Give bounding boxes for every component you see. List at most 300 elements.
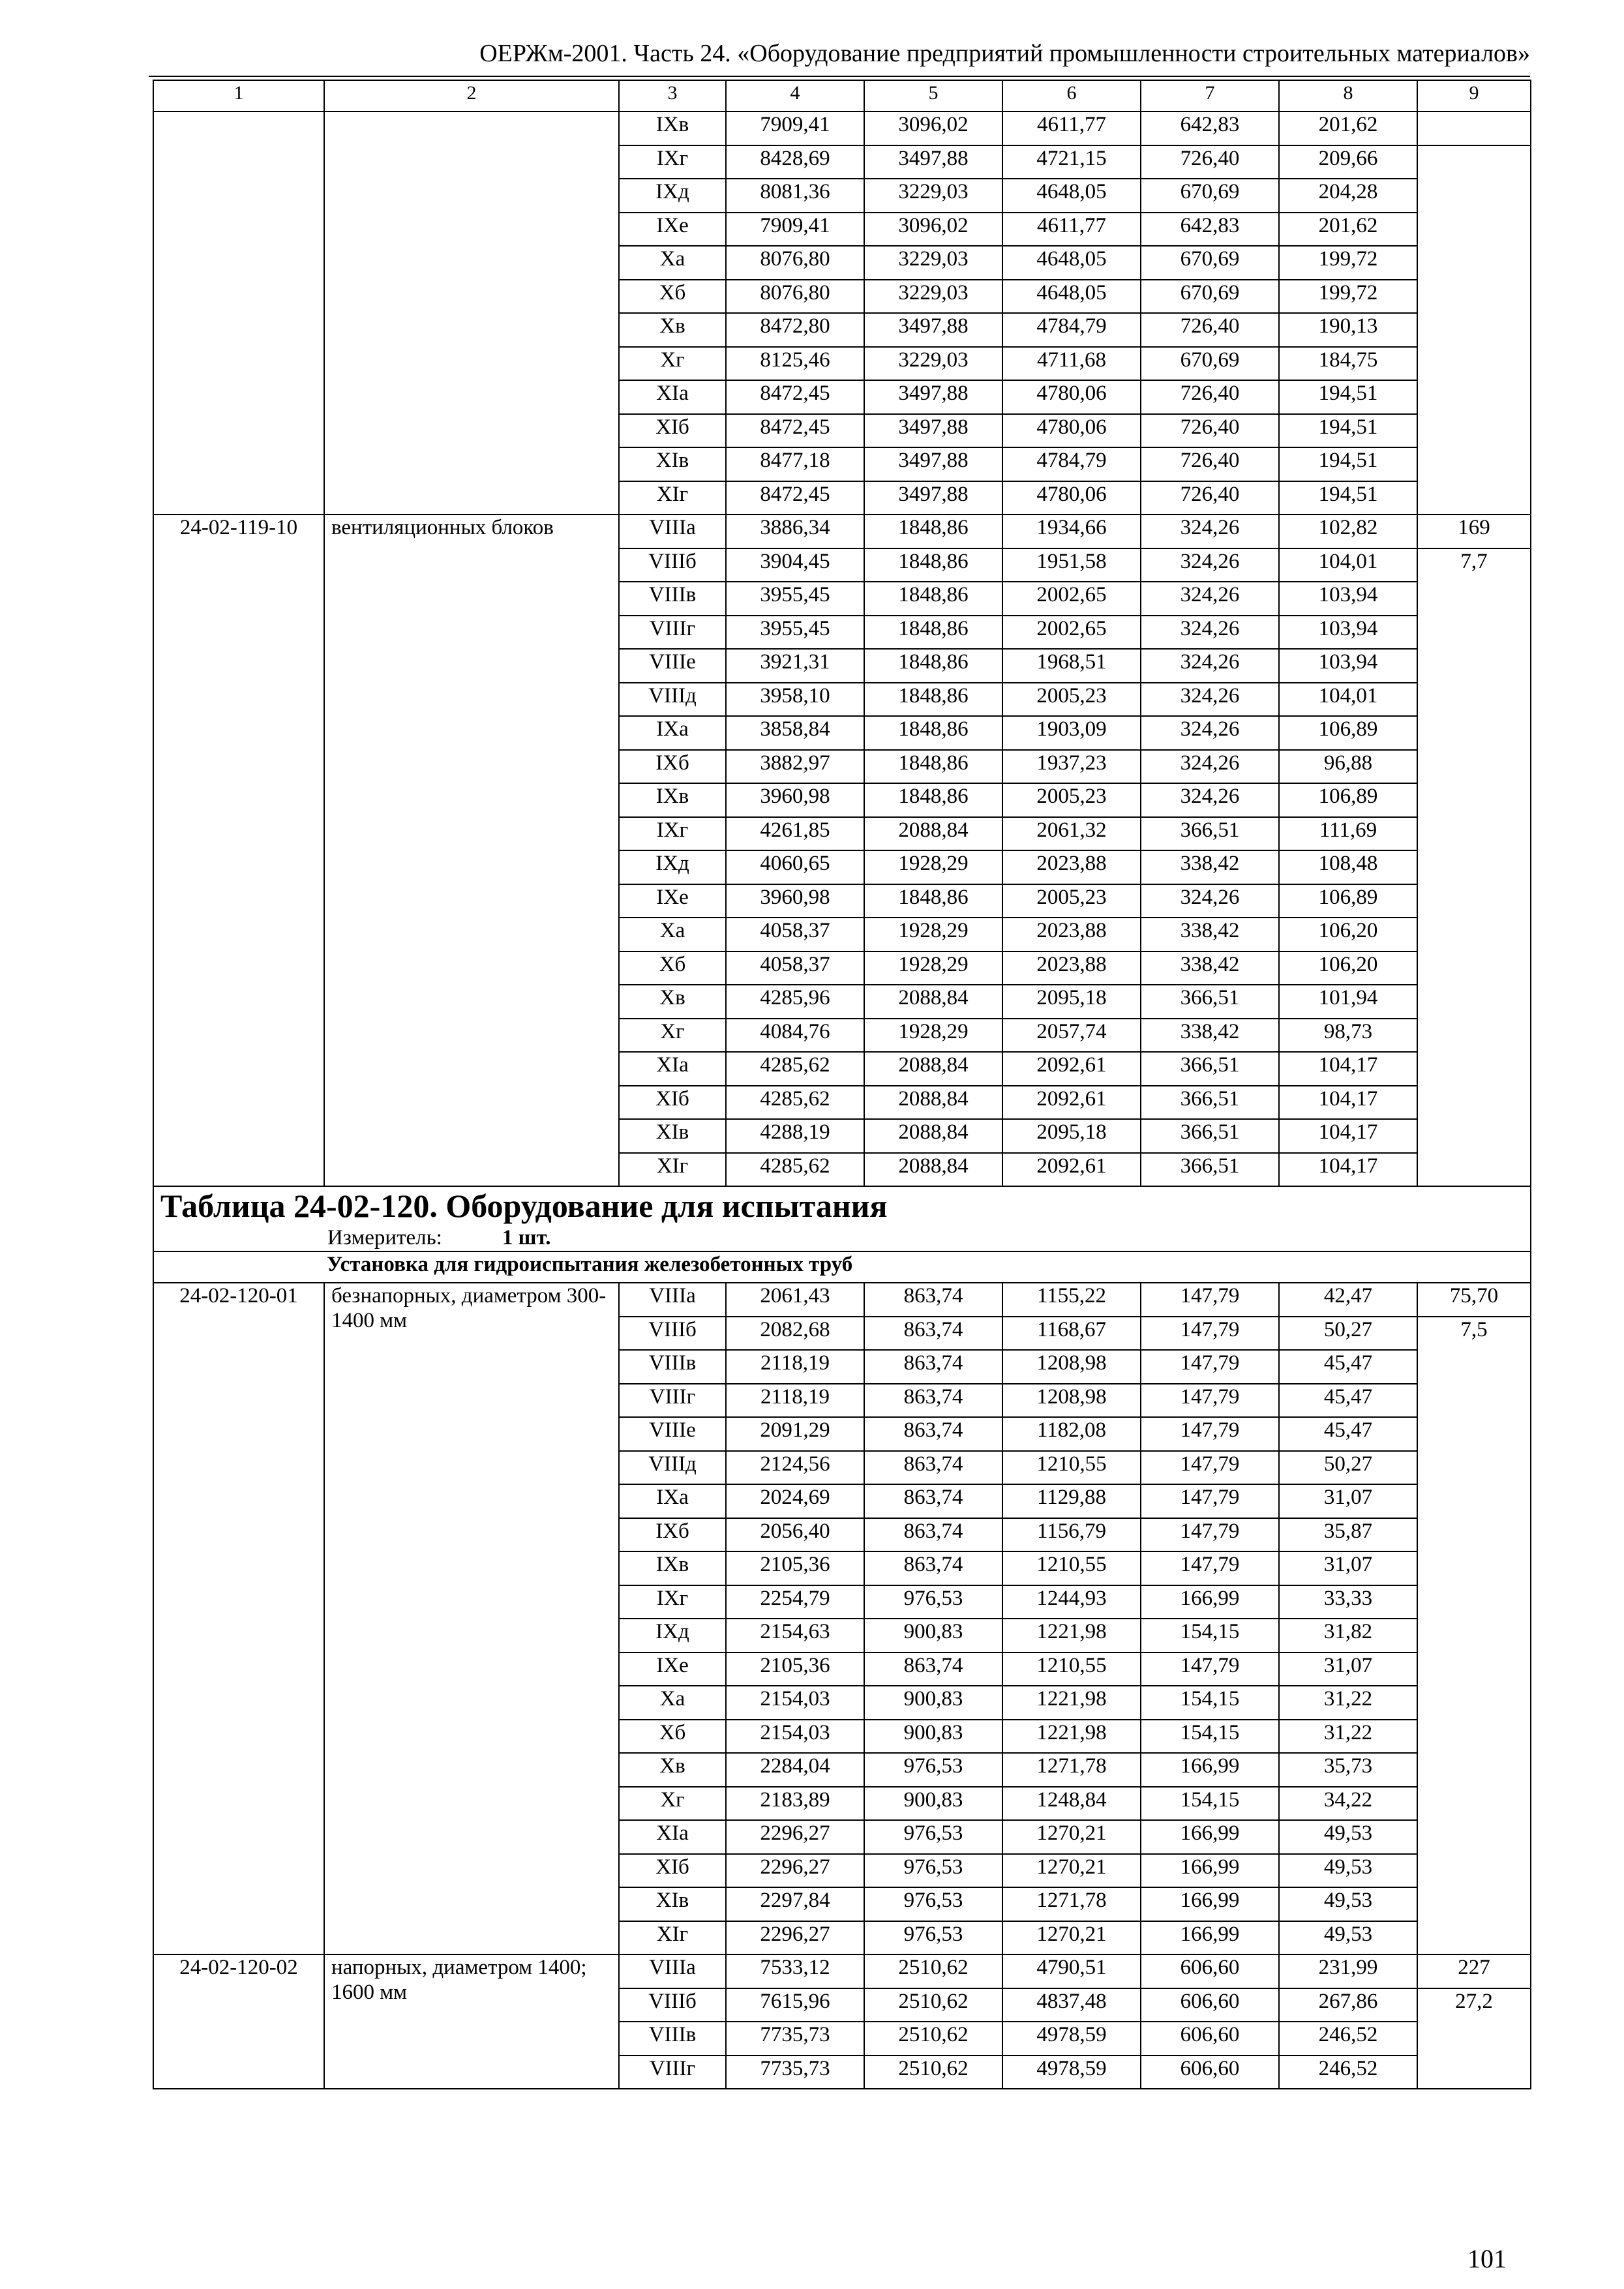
column-number-row	[153, 80, 1531, 112]
price-value: 45,47	[1279, 1384, 1417, 1418]
price-value: 98,73	[1279, 1019, 1417, 1053]
zone-code: IXв	[619, 112, 726, 145]
price-value: 863,74	[864, 1417, 1002, 1451]
zone-code: IXе	[619, 884, 726, 918]
price-value: 4288,19	[726, 1119, 864, 1153]
zone-code: XIа	[619, 1820, 726, 1854]
price-value: 670,69	[1141, 280, 1279, 314]
price-value: 209,66	[1279, 145, 1417, 179]
price-value: 2061,43	[726, 1283, 864, 1317]
price-value: 147,79	[1141, 1484, 1279, 1518]
price-value: 246,52	[1279, 2022, 1417, 2056]
price-value: 863,74	[864, 1451, 1002, 1485]
price-value: 3955,45	[726, 616, 864, 650]
price-value: 4784,79	[1002, 447, 1141, 481]
price-value: 338,42	[1141, 918, 1279, 951]
price-value: 4978,59	[1002, 2056, 1141, 2089]
price-value: 104,01	[1279, 683, 1417, 717]
price-value: 1270,21	[1002, 1820, 1141, 1854]
price-value: 2095,18	[1002, 985, 1141, 1019]
price-value: 147,79	[1141, 1451, 1279, 1485]
page-number: 101	[1467, 2244, 1507, 2273]
price-value: 231,99	[1279, 1954, 1417, 1988]
price-value: 104,17	[1279, 1052, 1417, 1086]
price-value: 34,22	[1279, 1787, 1417, 1821]
price-value: 3921,31	[726, 649, 864, 683]
rate-name: вентиляционных блоков	[324, 515, 619, 1186]
rate-code: 24-02-119-10	[153, 515, 324, 1186]
price-value: 1271,78	[1002, 1753, 1141, 1787]
price-value: 7909,41	[726, 112, 864, 145]
price-value: 3497,88	[864, 447, 1002, 481]
price-value: 1848,86	[864, 616, 1002, 650]
zone-code: XIв	[619, 1887, 726, 1921]
price-value: 2296,27	[726, 1820, 864, 1854]
zone-code: XIг	[619, 1921, 726, 1955]
price-value: 106,89	[1279, 716, 1417, 750]
zone-code: IXа	[619, 1484, 726, 1518]
column-9-value	[1417, 112, 1531, 145]
price-value: 2154,03	[726, 1720, 864, 1754]
price-value: 147,79	[1141, 1653, 1279, 1686]
column-9-value: 7,7	[1417, 548, 1531, 1187]
price-value: 31,07	[1279, 1653, 1417, 1686]
price-value: 2092,61	[1002, 1086, 1141, 1120]
price-value: 31,82	[1279, 1619, 1417, 1653]
price-value: 2510,62	[864, 2022, 1002, 2056]
price-value: 1848,86	[864, 716, 1002, 750]
price-value: 7735,73	[726, 2022, 864, 2056]
column-number: 3	[619, 80, 726, 112]
zone-code: IXе	[619, 1653, 726, 1686]
price-value: 900,83	[864, 1787, 1002, 1821]
price-value: 1968,51	[1002, 649, 1141, 683]
price-value: 1848,86	[864, 783, 1002, 817]
price-value: 2254,79	[726, 1585, 864, 1619]
price-value: 976,53	[864, 1753, 1002, 1787]
price-value: 31,22	[1279, 1720, 1417, 1754]
price-value: 863,74	[864, 1551, 1002, 1585]
price-value: 1928,29	[864, 918, 1002, 951]
price-value: 8477,18	[726, 447, 864, 481]
price-value: 366,51	[1141, 1052, 1279, 1086]
price-value: 147,79	[1141, 1417, 1279, 1451]
price-value: 2183,89	[726, 1787, 864, 1821]
price-value: 2105,36	[726, 1653, 864, 1686]
price-value: 2154,03	[726, 1686, 864, 1720]
price-value: 3497,88	[864, 313, 1002, 347]
zone-code: IXе	[619, 213, 726, 247]
zone-code: VIIIг	[619, 1384, 726, 1418]
price-value: 1848,86	[864, 884, 1002, 918]
price-value: 2296,27	[726, 1854, 864, 1888]
table-title: Таблица 24-02-120. Оборудование для испытания	[153, 1186, 1531, 1225]
price-value: 8076,80	[726, 246, 864, 280]
price-value: 106,89	[1279, 783, 1417, 817]
price-value: 3096,02	[864, 213, 1002, 247]
price-value: 8472,45	[726, 414, 864, 448]
table-body	[153, 80, 1531, 2089]
price-value: 2005,23	[1002, 683, 1141, 717]
price-value: 863,74	[864, 1484, 1002, 1518]
price-value: 154,15	[1141, 1787, 1279, 1821]
price-value: 606,60	[1141, 2022, 1279, 2056]
price-value: 324,26	[1141, 582, 1279, 616]
price-value: 1221,98	[1002, 1686, 1141, 1720]
price-value: 45,47	[1279, 1350, 1417, 1384]
price-value: 670,69	[1141, 347, 1279, 381]
price-value: 2088,84	[864, 817, 1002, 851]
zone-code: IXг	[619, 1585, 726, 1619]
price-value: 4780,06	[1002, 414, 1141, 448]
zone-code: Xг	[619, 1787, 726, 1821]
zone-code: IXа	[619, 716, 726, 750]
zone-code: Xб	[619, 280, 726, 314]
price-value: 111,69	[1279, 817, 1417, 851]
price-value: 4261,85	[726, 817, 864, 851]
rate-name: безнапорных, диаметром 300-1400 мм	[324, 1283, 619, 1954]
price-value: 4648,05	[1002, 280, 1141, 314]
price-value: 31,07	[1279, 1484, 1417, 1518]
price-value: 642,83	[1141, 213, 1279, 247]
price-value: 50,27	[1279, 1451, 1417, 1485]
zone-code: VIIIе	[619, 649, 726, 683]
price-value: 147,79	[1141, 1551, 1279, 1585]
price-value: 3229,03	[864, 280, 1002, 314]
zone-code: IXб	[619, 1518, 726, 1552]
price-value: 194,51	[1279, 481, 1417, 515]
price-value: 147,79	[1141, 1384, 1279, 1418]
zone-code: VIIIг	[619, 2056, 726, 2089]
zone-code: VIIIа	[619, 1283, 726, 1317]
price-value: 3886,34	[726, 515, 864, 548]
zone-code: Xа	[619, 246, 726, 280]
rate-code: 24-02-120-02	[153, 1954, 324, 2089]
price-value: 4790,51	[1002, 1954, 1141, 1988]
price-value: 49,53	[1279, 1921, 1417, 1955]
zone-code: VIIIа	[619, 515, 726, 548]
price-value: 194,51	[1279, 414, 1417, 448]
price-value: 2092,61	[1002, 1153, 1141, 1187]
price-table	[153, 80, 1531, 2089]
price-value: 4285,62	[726, 1153, 864, 1187]
price-value: 166,99	[1141, 1887, 1279, 1921]
price-value: 201,62	[1279, 213, 1417, 247]
price-value: 4780,06	[1002, 481, 1141, 515]
price-value: 4711,68	[1002, 347, 1141, 381]
price-value: 2023,88	[1002, 951, 1141, 985]
price-value: 103,94	[1279, 616, 1417, 650]
price-value: 366,51	[1141, 817, 1279, 851]
zone-code: IXв	[619, 783, 726, 817]
price-value: 2082,68	[726, 1317, 864, 1351]
price-value: 8125,46	[726, 347, 864, 381]
price-value: 104,17	[1279, 1153, 1417, 1187]
price-value: 2002,65	[1002, 616, 1141, 650]
price-value: 194,51	[1279, 380, 1417, 414]
price-value: 2296,27	[726, 1921, 864, 1955]
price-value: 338,42	[1141, 951, 1279, 985]
price-value: 338,42	[1141, 850, 1279, 884]
price-value: 1848,86	[864, 683, 1002, 717]
price-value: 50,27	[1279, 1317, 1417, 1351]
price-value: 33,33	[1279, 1585, 1417, 1619]
price-value: 7615,96	[726, 1988, 864, 2022]
zone-code: IXг	[619, 145, 726, 179]
measure-label: Измеритель:	[327, 1226, 442, 1249]
price-value: 2154,63	[726, 1619, 864, 1653]
price-value: 2510,62	[864, 1954, 1002, 1988]
column-9-value	[1417, 145, 1531, 515]
zone-code: XIв	[619, 1119, 726, 1153]
zone-code: Xг	[619, 1019, 726, 1053]
zone-code: XIв	[619, 447, 726, 481]
price-value: 1208,98	[1002, 1350, 1141, 1384]
price-value: 8076,80	[726, 280, 864, 314]
zone-code: VIIIв	[619, 2022, 726, 2056]
price-value: 976,53	[864, 1921, 1002, 1955]
zone-code: XIб	[619, 1854, 726, 1888]
zone-code: IXд	[619, 1619, 726, 1653]
price-value: 4285,96	[726, 985, 864, 1019]
zone-code: Xа	[619, 1686, 726, 1720]
price-value: 3497,88	[864, 481, 1002, 515]
price-value: 2095,18	[1002, 1119, 1141, 1153]
zone-code: VIIIа	[619, 1954, 726, 1988]
price-value: 8428,69	[726, 145, 864, 179]
column-number: 1	[153, 80, 324, 112]
price-value: 166,99	[1141, 1820, 1279, 1854]
price-value: 104,01	[1279, 548, 1417, 582]
price-value: 154,15	[1141, 1686, 1279, 1720]
price-value: 726,40	[1141, 313, 1279, 347]
zone-code: VIIIб	[619, 1988, 726, 2022]
zone-code: VIIIг	[619, 616, 726, 650]
price-value: 49,53	[1279, 1820, 1417, 1854]
price-value: 2091,29	[726, 1417, 864, 1451]
price-value: 4721,15	[1002, 145, 1141, 179]
zone-code: IXб	[619, 750, 726, 784]
price-value: 4611,77	[1002, 213, 1141, 247]
price-value: 366,51	[1141, 1119, 1279, 1153]
zone-code: IXд	[619, 850, 726, 884]
price-value: 863,74	[864, 1317, 1002, 1351]
price-value: 199,72	[1279, 280, 1417, 314]
price-value: 1928,29	[864, 951, 1002, 985]
price-value: 3229,03	[864, 347, 1002, 381]
price-value: 1928,29	[864, 1019, 1002, 1053]
zone-code: Xв	[619, 313, 726, 347]
price-value: 246,52	[1279, 2056, 1417, 2089]
table-title-row	[153, 1186, 1531, 1225]
price-value: 2297,84	[726, 1887, 864, 1921]
price-value: 324,26	[1141, 515, 1279, 548]
price-value: 204,28	[1279, 179, 1417, 213]
price-value: 3229,03	[864, 179, 1002, 213]
column-number: 2	[324, 80, 619, 112]
price-value: 106,20	[1279, 918, 1417, 951]
zone-code: VIIIд	[619, 1451, 726, 1485]
price-value: 2056,40	[726, 1518, 864, 1552]
zone-code: Xв	[619, 1753, 726, 1787]
price-value: 147,79	[1141, 1317, 1279, 1351]
subsection-title: Установка для гидроиспытания железобетонных труб	[153, 1251, 1531, 1283]
price-value: 35,87	[1279, 1518, 1417, 1552]
price-value: 147,79	[1141, 1350, 1279, 1384]
zone-code: Xа	[619, 918, 726, 951]
price-value: 900,83	[864, 1686, 1002, 1720]
price-value: 103,94	[1279, 582, 1417, 616]
price-value: 1934,66	[1002, 515, 1141, 548]
price-value: 3497,88	[864, 414, 1002, 448]
price-value: 154,15	[1141, 1720, 1279, 1754]
column-number: 9	[1417, 80, 1531, 112]
price-value: 4285,62	[726, 1052, 864, 1086]
zone-code: XIа	[619, 1052, 726, 1086]
price-value: 1848,86	[864, 750, 1002, 784]
zone-code: Xб	[619, 1720, 726, 1754]
column-number: 5	[864, 80, 1002, 112]
zone-code: XIа	[619, 380, 726, 414]
zone-code: IXг	[619, 817, 726, 851]
price-value: 606,60	[1141, 2056, 1279, 2089]
price-value: 670,69	[1141, 179, 1279, 213]
price-value: 147,79	[1141, 1518, 1279, 1552]
price-value: 976,53	[864, 1854, 1002, 1888]
price-value: 324,26	[1141, 716, 1279, 750]
price-value: 726,40	[1141, 380, 1279, 414]
price-value: 1168,67	[1002, 1317, 1141, 1351]
price-value: 42,47	[1279, 1283, 1417, 1317]
price-value: 104,17	[1279, 1119, 1417, 1153]
zone-code: XIб	[619, 1086, 726, 1120]
price-value: 2002,65	[1002, 582, 1141, 616]
price-value: 4784,79	[1002, 313, 1141, 347]
price-value: 4978,59	[1002, 2022, 1141, 2056]
price-value: 96,88	[1279, 750, 1417, 784]
price-value: 2005,23	[1002, 884, 1141, 918]
price-value: 2510,62	[864, 2056, 1002, 2089]
price-value: 4285,62	[726, 1086, 864, 1120]
price-value: 2088,84	[864, 1119, 1002, 1153]
price-value: 3960,98	[726, 884, 864, 918]
price-value: 1903,09	[1002, 716, 1141, 750]
price-value: 4648,05	[1002, 179, 1141, 213]
price-value: 1208,98	[1002, 1384, 1141, 1418]
column-9-value: 75,70	[1417, 1283, 1531, 1317]
price-value: 4780,06	[1002, 380, 1141, 414]
price-value: 166,99	[1141, 1921, 1279, 1955]
price-value: 863,74	[864, 1653, 1002, 1686]
price-value: 3904,45	[726, 548, 864, 582]
price-value: 2088,84	[864, 1086, 1002, 1120]
rate-name: напорных, диаметром 1400; 1600 мм	[324, 1954, 619, 2089]
table-row	[153, 1954, 1531, 1988]
measure-value: 1 шт.	[502, 1226, 551, 1249]
price-value: 2061,32	[1002, 817, 1141, 851]
price-value: 3096,02	[864, 112, 1002, 145]
price-value: 324,26	[1141, 884, 1279, 918]
rate-code	[153, 112, 324, 515]
price-value: 726,40	[1141, 447, 1279, 481]
price-value: 1210,55	[1002, 1653, 1141, 1686]
price-value: 1951,58	[1002, 548, 1141, 582]
price-value: 976,53	[864, 1887, 1002, 1921]
price-value: 976,53	[864, 1820, 1002, 1854]
table-row	[153, 1283, 1531, 1317]
price-value: 863,74	[864, 1283, 1002, 1317]
zone-code: Xг	[619, 347, 726, 381]
price-value: 2088,84	[864, 1153, 1002, 1187]
price-value: 900,83	[864, 1720, 1002, 1754]
measure-row	[153, 1225, 1531, 1251]
price-value: 726,40	[1141, 481, 1279, 515]
zone-code: VIIIб	[619, 1317, 726, 1351]
price-value: 102,82	[1279, 515, 1417, 548]
price-value: 1244,93	[1002, 1585, 1141, 1619]
table-row	[153, 112, 1531, 145]
price-value: 863,74	[864, 1384, 1002, 1418]
price-value: 1848,86	[864, 649, 1002, 683]
price-value: 7533,12	[726, 1954, 864, 1988]
zone-code: XIб	[619, 414, 726, 448]
price-value: 2088,84	[864, 1052, 1002, 1086]
price-value: 324,26	[1141, 548, 1279, 582]
column-number: 7	[1141, 80, 1279, 112]
rate-name	[324, 112, 619, 515]
price-value: 3955,45	[726, 582, 864, 616]
column-9-value: 169	[1417, 515, 1531, 548]
price-value: 606,60	[1141, 1988, 1279, 2022]
price-value: 900,83	[864, 1619, 1002, 1653]
price-value: 2057,74	[1002, 1019, 1141, 1053]
price-value: 8472,45	[726, 481, 864, 515]
price-value: 101,94	[1279, 985, 1417, 1019]
price-value: 3497,88	[864, 380, 1002, 414]
price-value: 194,51	[1279, 447, 1417, 481]
measure-line	[153, 1225, 1531, 1251]
price-value: 166,99	[1141, 1585, 1279, 1619]
zone-code: XIг	[619, 481, 726, 515]
price-value: 201,62	[1279, 112, 1417, 145]
price-value: 2024,69	[726, 1484, 864, 1518]
price-value: 1248,84	[1002, 1787, 1141, 1821]
column-number: 6	[1002, 80, 1141, 112]
price-value: 726,40	[1141, 414, 1279, 448]
price-value: 2124,56	[726, 1451, 864, 1485]
price-value: 2005,23	[1002, 783, 1141, 817]
price-value: 670,69	[1141, 246, 1279, 280]
price-value: 366,51	[1141, 1153, 1279, 1187]
zone-code: Xв	[619, 985, 726, 1019]
price-value: 166,99	[1141, 1854, 1279, 1888]
price-value: 2118,19	[726, 1384, 864, 1418]
price-value: 1221,98	[1002, 1720, 1141, 1754]
price-value: 4084,76	[726, 1019, 864, 1053]
price-value: 166,99	[1141, 1753, 1279, 1787]
price-value: 49,53	[1279, 1854, 1417, 1888]
price-value: 106,89	[1279, 884, 1417, 918]
price-value: 976,53	[864, 1585, 1002, 1619]
price-value: 1182,08	[1002, 1417, 1141, 1451]
zone-code: IXд	[619, 179, 726, 213]
price-value: 863,74	[864, 1518, 1002, 1552]
price-value: 267,86	[1279, 1988, 1417, 2022]
price-value: 4611,77	[1002, 112, 1141, 145]
price-value: 2118,19	[726, 1350, 864, 1384]
price-value: 366,51	[1141, 985, 1279, 1019]
price-value: 199,72	[1279, 246, 1417, 280]
